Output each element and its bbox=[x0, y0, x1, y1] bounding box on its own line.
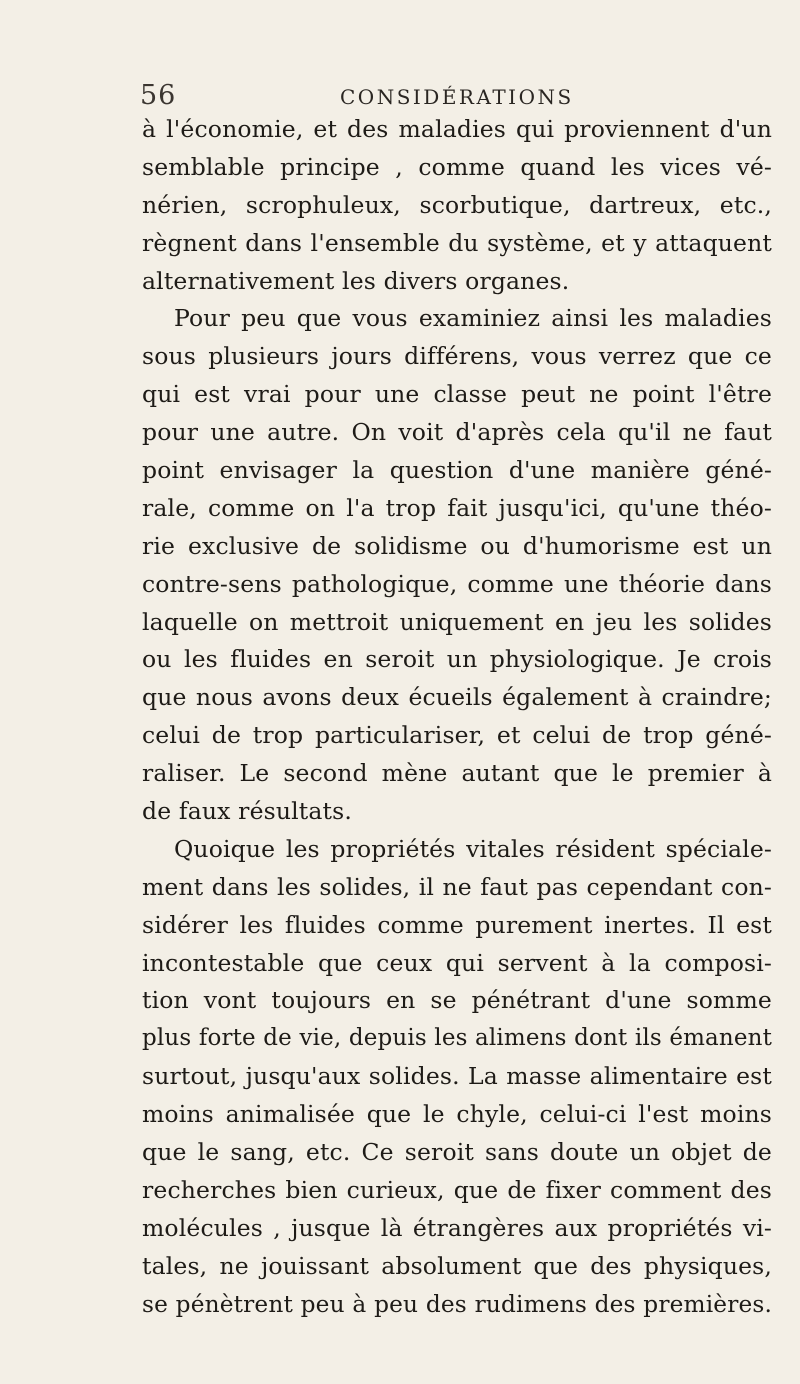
page-number: 56 bbox=[140, 80, 177, 111]
text-line: ment dans les solides, il ne faut pas cependant con- bbox=[142, 872, 772, 901]
text-line: molécules , jusque là étrangères aux propriétés vi- bbox=[142, 1213, 772, 1242]
text-line: que nous avons deux écueils également à craindre; bbox=[142, 683, 772, 712]
text-line: laquelle on mettroit uniquement en jeu les solides bbox=[142, 607, 772, 636]
text-line: sous plusieurs jours différens, vous verrez que ce bbox=[142, 342, 772, 371]
text-line: rie exclusive de solidisme ou d'humorisme est un bbox=[142, 531, 772, 560]
text-line: raliser. Le second mène autant que le premier à bbox=[142, 759, 772, 788]
text-line: plus forte de vie, depuis les alimens dont ils émanent bbox=[142, 1025, 772, 1052]
text-line: sidérer les fluides comme purement inertes. Il est bbox=[142, 910, 772, 939]
text-line: ou les fluides en seroit un physiologique. Je crois bbox=[142, 645, 772, 674]
text-line: Pour peu que vous examiniez ainsi les maladies bbox=[174, 304, 772, 333]
page-header bbox=[140, 80, 780, 110]
text-line: tales, ne jouissant absolument que des physiques, bbox=[142, 1251, 772, 1280]
text-line: point envisager la question d'une manière géné- bbox=[142, 456, 772, 485]
text-line: contre-sens pathologique, comme une théorie dans bbox=[142, 569, 772, 598]
text-line: recherches bien curieux, que de fixer comment des bbox=[142, 1175, 772, 1204]
text-line: pour une autre. On voit d'après cela qu'il ne faut bbox=[142, 418, 772, 447]
text-line: se pénètrent peu à peu des rudimens des premières. bbox=[142, 1290, 772, 1318]
text-line: que le sang, etc. Ce seroit sans doute un objet de bbox=[142, 1138, 772, 1167]
text-line: semblable principe , comme quand les vices vé- bbox=[142, 152, 772, 181]
text-line: celui de trop particulariser, et celui de trop géné- bbox=[142, 721, 772, 750]
text-line: nérien, scrophuleux, scorbutique, dartreux, etc., bbox=[142, 190, 772, 219]
text-line: règnent dans l'ensemble du système, et y attaquent bbox=[142, 228, 772, 257]
running-title: CONSIDÉRATIONS bbox=[340, 85, 574, 109]
text-line: incontestable que ceux qui servent à la composi- bbox=[142, 948, 772, 977]
text-line: à l'économie, et des maladies qui proviennent d'un bbox=[142, 115, 772, 143]
text-line: tion vont toujours en se pénétrant d'une somme bbox=[142, 986, 772, 1015]
text-line: rale, comme on l'a trop fait jusqu'ici, qu'une théo- bbox=[142, 493, 772, 522]
text-line: Quoique les propriétés vitales résident spéciale- bbox=[174, 834, 772, 863]
text-line: qui est vrai pour une classe peut ne point l'être bbox=[142, 380, 772, 409]
body-text bbox=[142, 111, 772, 1324]
text-line: alternativement les divers organes. bbox=[142, 266, 570, 295]
text-line: moins animalisée que le chyle, celui-ci l'est moins bbox=[142, 1100, 772, 1129]
text-line: de faux résultats. bbox=[142, 797, 352, 826]
text-line: surtout, jusqu'aux solides. La masse alimentaire est bbox=[142, 1062, 772, 1091]
